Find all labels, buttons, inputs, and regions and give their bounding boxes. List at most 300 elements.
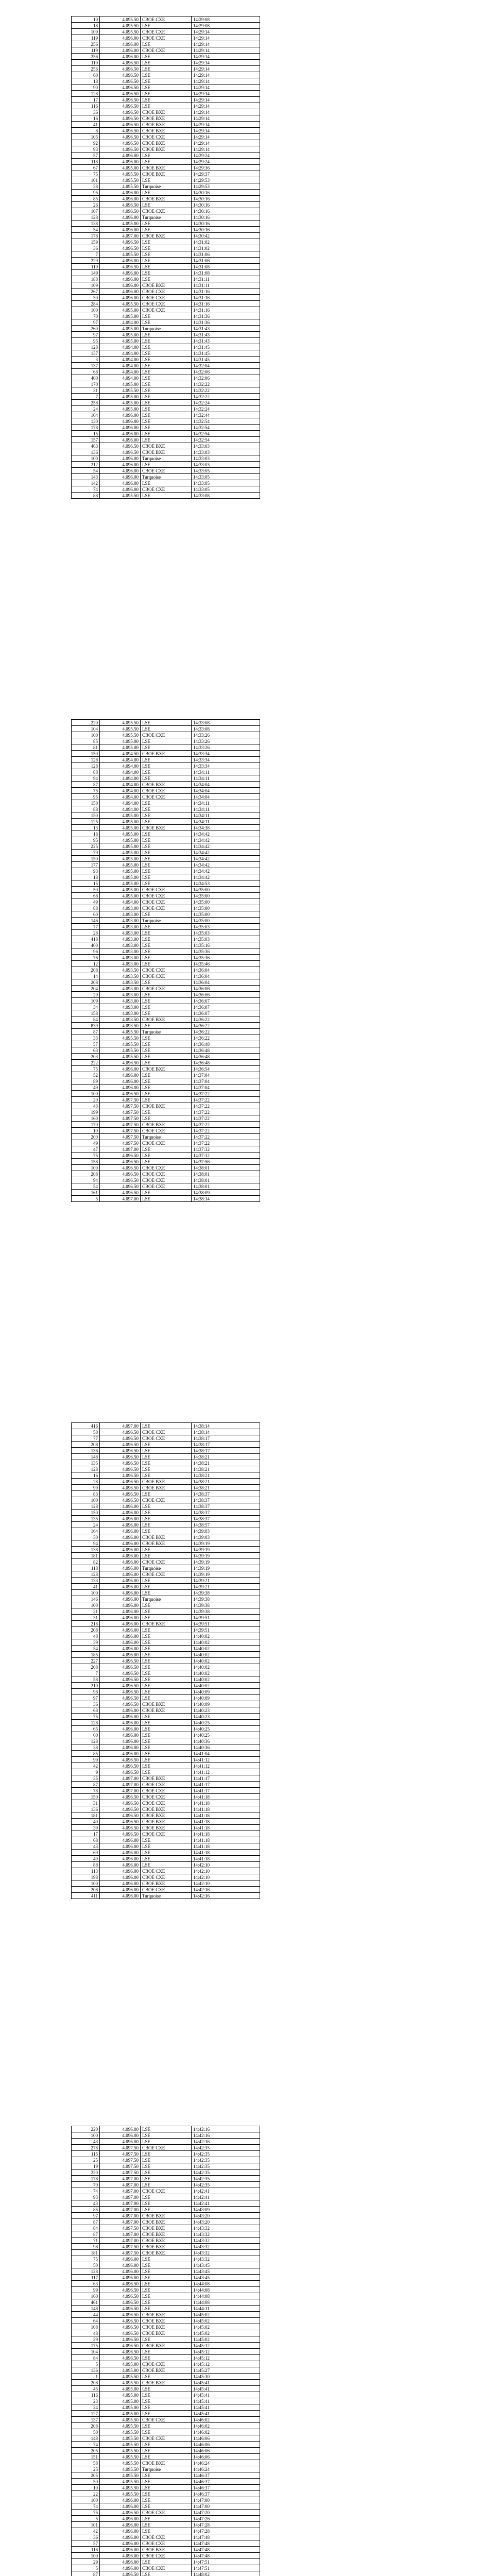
time-cell: 14:47:00 — [192, 2497, 260, 2503]
venue-cell: CBOE CXE — [141, 1868, 192, 1874]
venue-cell: LSE — [141, 1584, 192, 1590]
time-cell: 14:36:22 — [192, 1023, 260, 1029]
quantity-cell: 9 — [72, 1769, 100, 1775]
time-cell: 14:31:16 — [192, 307, 260, 313]
price-cell: 4.096.00 — [100, 1078, 141, 1084]
table-row — [72, 1788, 260, 1794]
venue-cell: CBOE CXE — [141, 1183, 192, 1190]
quantity-cell: 24 — [72, 1522, 100, 1528]
time-cell: 14:32:22 — [192, 381, 260, 387]
venue-cell: CBOE BXE — [141, 1621, 192, 1627]
time-cell: 14:41:18 — [192, 1843, 260, 1850]
table-row — [72, 2163, 260, 2170]
quantity-cell: 115 — [72, 2151, 100, 2157]
venue-cell: CBOE BXE — [141, 1540, 192, 1547]
venue-cell: LSE — [141, 2194, 192, 2200]
quantity-cell: 16 — [72, 115, 100, 122]
time-cell: 14:47:26 — [192, 2516, 260, 2522]
time-cell: 14:44:08 — [192, 2281, 260, 2287]
time-cell: 14:47:48 — [192, 2547, 260, 2553]
venue-cell: CBOE BXE — [141, 1122, 192, 1128]
table-row — [72, 763, 260, 769]
table-row — [72, 1658, 260, 1664]
price-cell: 4.096.00 — [100, 1843, 141, 1850]
time-cell: 14:33:05 — [192, 480, 260, 486]
price-cell: 4.095.50 — [100, 171, 141, 177]
quantity-cell: 10 — [72, 1128, 100, 1134]
quantity-cell: 208 — [72, 1887, 100, 1893]
table-row — [72, 782, 260, 788]
price-cell: 4.096.50 — [100, 1831, 141, 1837]
time-cell: 14:34:42 — [192, 837, 260, 843]
quantity-cell: 200 — [72, 1134, 100, 1140]
time-cell: 14:43:32 — [192, 2231, 260, 2238]
venue-cell: LSE — [141, 1454, 192, 1460]
time-cell: 14:37:22 — [192, 1091, 260, 1097]
quantity-cell: 39 — [72, 1825, 100, 1831]
table-row — [72, 2479, 260, 2485]
time-cell: 14:44:11 — [192, 2306, 260, 2312]
table-row — [72, 1547, 260, 1553]
time-cell: 14:38:37 — [192, 1497, 260, 1503]
quantity-cell: 3 — [72, 357, 100, 363]
time-cell: 14:40:09 — [192, 1701, 260, 1707]
quantity-cell: 15 — [72, 880, 100, 887]
price-cell: 4.096.50 — [100, 1491, 141, 1497]
time-cell: 14:37:22 — [192, 1128, 260, 1134]
time-cell: 14:33:26 — [192, 738, 260, 744]
quantity-cell: 220 — [72, 2170, 100, 2176]
venue-cell: CBOE CXE — [141, 973, 192, 979]
quantity-cell: 97 — [72, 319, 100, 326]
price-cell: 4.096.00 — [100, 1503, 141, 1510]
price-cell: 4.096.00 — [100, 2139, 141, 2145]
trade-table-body — [72, 720, 260, 1202]
table-row — [72, 2516, 260, 2522]
price-cell: 4.096.50 — [100, 1159, 141, 1165]
price-cell: 4.095.50 — [100, 2423, 141, 2429]
table-row — [72, 66, 260, 72]
venue-cell: LSE — [141, 911, 192, 918]
time-cell: 14:40:23 — [192, 1707, 260, 1714]
quantity-cell: 70 — [72, 2182, 100, 2188]
quantity-cell: 278 — [72, 2145, 100, 2151]
quantity-cell: 76 — [72, 955, 100, 961]
price-cell: 4.095.00 — [100, 812, 141, 819]
price-cell: 4.096.00 — [100, 35, 141, 41]
table-row — [72, 295, 260, 301]
venue-cell: CBOE CXE — [141, 2145, 192, 2151]
price-cell: 4.096.00 — [100, 2553, 141, 2559]
time-cell: 14:34:42 — [192, 850, 260, 856]
venue-cell: LSE — [141, 2256, 192, 2262]
price-cell: 4.096.50 — [100, 1806, 141, 1812]
time-cell: 14:31:06 — [192, 251, 260, 258]
price-cell: 4.096.50 — [100, 1794, 141, 1800]
venue-cell: CBOE BXE — [141, 171, 192, 177]
price-cell: 4.096.00 — [100, 431, 141, 437]
table-row — [72, 1627, 260, 1633]
price-cell: 4.096.00 — [100, 1621, 141, 1627]
table-row — [72, 2157, 260, 2163]
price-cell: 4.094.00 — [100, 806, 141, 812]
table-row — [72, 1460, 260, 1466]
quantity-cell: 181 — [72, 2250, 100, 2256]
quantity-cell: 49 — [72, 899, 100, 905]
quantity-cell: 75 — [72, 1066, 100, 1072]
table-row — [72, 1621, 260, 1627]
venue-cell: CBOE CXE — [141, 1171, 192, 1177]
quantity-cell: 78 — [72, 1788, 100, 1794]
table-row — [72, 1596, 260, 1602]
time-cell: 14:47:48 — [192, 2553, 260, 2559]
price-cell: 4.096.50 — [100, 208, 141, 214]
table-row — [72, 1540, 260, 1547]
table-row — [72, 134, 260, 140]
table-row — [72, 744, 260, 751]
price-cell: 4.096.50 — [100, 1757, 141, 1763]
quantity-cell: 43 — [72, 1103, 100, 1109]
table-row — [72, 1893, 260, 1899]
quantity-cell: 68 — [72, 1837, 100, 1843]
table-row — [72, 2126, 260, 2132]
venue-cell: CBOE BXE — [141, 2343, 192, 2349]
quantity-cell: 128 — [72, 1571, 100, 1578]
quantity-cell: 142 — [72, 480, 100, 486]
table-row — [72, 1534, 260, 1540]
venue-cell: LSE — [141, 2132, 192, 2139]
time-cell: 14:33:03 — [192, 455, 260, 462]
price-cell: 4.095.00 — [100, 2398, 141, 2404]
venue-cell: LSE — [141, 1738, 192, 1744]
price-cell: 4.097.50 — [100, 1140, 141, 1146]
venue-cell: LSE — [141, 1516, 192, 1522]
quantity-cell: 125 — [72, 819, 100, 825]
quantity-cell: 159 — [72, 239, 100, 245]
time-cell: 14:29:14 — [192, 97, 260, 103]
venue-cell: LSE — [141, 97, 192, 103]
time-cell: 14:39:19 — [192, 1540, 260, 1547]
table-row — [72, 1066, 260, 1072]
quantity-cell: 10 — [72, 2485, 100, 2491]
venue-cell: LSE — [141, 2126, 192, 2132]
venue-cell: LSE — [141, 400, 192, 406]
table-row — [72, 2553, 260, 2559]
time-cell: 14:47:00 — [192, 2503, 260, 2510]
quantity-cell: 12 — [72, 961, 100, 967]
price-cell: 4.097.00 — [100, 1782, 141, 1788]
quantity-cell: 130 — [72, 418, 100, 425]
table-row — [72, 1128, 260, 1134]
quantity-cell: 38 — [72, 183, 100, 190]
quantity-cell: 136 — [72, 449, 100, 455]
price-cell: 4.096.50 — [100, 245, 141, 251]
time-cell: 14:39:21 — [192, 1578, 260, 1584]
time-cell: 14:29:14 — [192, 72, 260, 78]
price-cell: 4.095.00 — [100, 868, 141, 874]
quantity-cell: 88 — [72, 1862, 100, 1868]
time-cell: 14:47:28 — [192, 2528, 260, 2534]
time-cell: 14:40:02 — [192, 1658, 260, 1664]
venue-cell: LSE — [141, 2429, 192, 2435]
venue-cell: CBOE CXE — [141, 134, 192, 140]
quantity-cell: 136 — [72, 1806, 100, 1812]
quantity-cell: 87 — [72, 2571, 100, 2576]
time-cell: 14:32:04 — [192, 363, 260, 369]
price-cell: 4.093.00 — [100, 948, 141, 955]
quantity-cell: 50 — [72, 1429, 100, 1435]
price-cell: 4.097.50 — [100, 2225, 141, 2231]
quantity-cell: 50 — [72, 2262, 100, 2268]
table-row — [72, 357, 260, 363]
price-cell: 4.096.50 — [100, 2336, 141, 2343]
table-row — [72, 1122, 260, 1128]
table-row — [72, 1196, 260, 1202]
quantity-cell: 75 — [72, 171, 100, 177]
quantity-cell: 17 — [72, 1831, 100, 1837]
venue-cell: LSE — [141, 1683, 192, 1689]
price-cell: 4.096.50 — [100, 1183, 141, 1190]
price-cell: 4.097.00 — [100, 1788, 141, 1794]
price-cell: 4.096.50 — [100, 1658, 141, 1664]
quantity-cell: 88 — [72, 769, 100, 775]
price-cell: 4.093.50 — [100, 1016, 141, 1023]
table-row — [72, 1553, 260, 1559]
venue-cell: LSE — [141, 2163, 192, 2170]
venue-cell: LSE — [141, 245, 192, 251]
venue-cell: CBOE BXE — [141, 122, 192, 128]
time-cell: 14:34:04 — [192, 788, 260, 794]
table-row — [72, 2194, 260, 2200]
price-cell: 4.095.00 — [100, 307, 141, 313]
venue-cell: LSE — [141, 1078, 192, 1084]
table-row — [72, 893, 260, 899]
quantity-cell: 71 — [72, 2238, 100, 2244]
table-row — [72, 1134, 260, 1140]
price-cell: 4.096.50 — [100, 78, 141, 84]
table-row — [72, 1016, 260, 1023]
price-cell: 4.096.50 — [100, 2330, 141, 2336]
time-cell: 14:42:16 — [192, 1887, 260, 1893]
time-cell: 14:32:22 — [192, 394, 260, 400]
time-cell: 14:29:53 — [192, 177, 260, 183]
price-cell: 4.095.00 — [100, 2361, 141, 2367]
venue-cell: CBOE BXE — [141, 1485, 192, 1491]
venue-cell: LSE — [141, 874, 192, 880]
price-cell: 4.096.00 — [100, 1528, 141, 1534]
table-row — [72, 874, 260, 880]
quantity-cell: 74 — [72, 2188, 100, 2194]
table-row — [72, 1091, 260, 1097]
price-cell: 4.093.00 — [100, 998, 141, 1004]
price-cell: 4.095.00 — [100, 2411, 141, 2417]
table-row — [72, 2200, 260, 2207]
table-row — [72, 1454, 260, 1460]
price-cell: 4.097.00 — [100, 1146, 141, 1153]
time-cell: 14:42:10 — [192, 1862, 260, 1868]
price-cell: 4.095.00 — [100, 831, 141, 837]
price-cell: 4.096.00 — [100, 1578, 141, 1584]
venue-cell: CBOE BXE — [141, 1534, 192, 1540]
venue-cell: LSE — [141, 2528, 192, 2534]
table-row — [72, 732, 260, 738]
price-cell: 4.093.00 — [100, 992, 141, 998]
time-cell: 14:44:08 — [192, 2299, 260, 2306]
time-cell: 14:38:37 — [192, 1503, 260, 1510]
time-cell: 14:45:41 — [192, 2380, 260, 2386]
quantity-cell: 100 — [72, 732, 100, 738]
table-row — [72, 794, 260, 800]
time-cell: 14:34:11 — [192, 800, 260, 806]
quantity-cell: 5 — [72, 1196, 100, 1202]
venue-cell: LSE — [141, 91, 192, 97]
quantity-cell: 128 — [72, 91, 100, 97]
quantity-cell: 170 — [72, 1122, 100, 1128]
venue-cell: LSE — [141, 924, 192, 930]
table-row — [72, 418, 260, 425]
time-cell: 14:38:14 — [192, 1196, 260, 1202]
quantity-cell: 101 — [72, 2522, 100, 2528]
quantity-cell: 256 — [72, 54, 100, 60]
venue-cell: LSE — [141, 1652, 192, 1658]
time-cell: 14:32:54 — [192, 418, 260, 425]
quantity-cell: 119 — [72, 60, 100, 66]
table-row — [72, 2312, 260, 2318]
quantity-cell: 85 — [72, 2207, 100, 2213]
quantity-cell: 65 — [72, 1726, 100, 1732]
venue-cell: LSE — [141, 1664, 192, 1670]
time-cell: 14:38:14 — [192, 1429, 260, 1435]
time-cell: 14:29:14 — [192, 84, 260, 91]
quantity-cell: 18 — [72, 874, 100, 880]
time-cell: 14:40:02 — [192, 1670, 260, 1676]
venue-cell: LSE — [141, 744, 192, 751]
quantity-cell: 148 — [72, 2435, 100, 2442]
quantity-cell: 19 — [72, 2163, 100, 2170]
venue-cell: LSE — [141, 1091, 192, 1097]
price-cell: 4.096.50 — [100, 2510, 141, 2516]
price-cell: 4.095.50 — [100, 726, 141, 732]
quantity-cell: 100 — [72, 2553, 100, 2559]
table-row — [72, 1565, 260, 1571]
price-cell: 4.096.00 — [100, 1856, 141, 1862]
time-cell: 14:29:14 — [192, 109, 260, 115]
time-cell: 14:38:37 — [192, 1516, 260, 1522]
table-row — [72, 1751, 260, 1757]
price-cell: 4.095.00 — [100, 856, 141, 862]
venue-cell: LSE — [141, 1442, 192, 1448]
table-row — [72, 23, 260, 29]
price-cell: 4.096.50 — [100, 1454, 141, 1460]
price-cell: 4.096.50 — [100, 60, 141, 66]
time-cell: 14:45:30 — [192, 2374, 260, 2380]
table-row — [72, 1578, 260, 1584]
venue-cell: LSE — [141, 1837, 192, 1843]
price-cell: 4.093.00 — [100, 1004, 141, 1010]
quantity-cell: 100 — [72, 1602, 100, 1608]
time-cell: 14:37:04 — [192, 1084, 260, 1091]
table-row — [72, 387, 260, 394]
venue-cell: CBOE CXE — [141, 1559, 192, 1565]
price-cell: 4.096.50 — [100, 1812, 141, 1819]
price-cell: 4.095.50 — [100, 2472, 141, 2479]
price-cell: 4.096.50 — [100, 84, 141, 91]
table-row — [72, 936, 260, 942]
quantity-cell: 31 — [72, 1615, 100, 1621]
time-cell: 14:29:14 — [192, 140, 260, 146]
time-cell: 14:35:03 — [192, 936, 260, 942]
time-cell: 14:46:06 — [192, 2435, 260, 2442]
trade-table — [71, 719, 260, 1202]
quantity-cell: 36 — [72, 1701, 100, 1707]
table-row — [72, 2417, 260, 2423]
quantity-cell: 109 — [72, 282, 100, 289]
venue-cell: LSE — [141, 103, 192, 109]
quantity-cell: 75 — [72, 1714, 100, 1720]
quantity-cell: 18 — [72, 78, 100, 84]
price-cell: 4.096.00 — [100, 1633, 141, 1639]
table-row — [72, 1856, 260, 1862]
time-cell: 14:41:18 — [192, 1825, 260, 1831]
quantity-cell: 48 — [72, 1633, 100, 1639]
time-cell: 14:36:07 — [192, 998, 260, 1004]
price-cell: 4.093.00 — [100, 930, 141, 936]
venue-cell: CBOE BXE — [141, 282, 192, 289]
time-cell: 14:46:02 — [192, 2429, 260, 2435]
time-cell: 14:36:06 — [192, 986, 260, 992]
quantity-cell: 178 — [72, 233, 100, 239]
time-cell: 14:41:17 — [192, 1775, 260, 1782]
price-cell: 4.096.50 — [100, 1153, 141, 1159]
price-cell: 4.096.50 — [100, 1664, 141, 1670]
price-cell: 4.096.50 — [100, 1472, 141, 1479]
venue-cell: CBOE CXE — [141, 35, 192, 41]
time-cell: 14:42:41 — [192, 2200, 260, 2207]
time-cell: 14:46:02 — [192, 2417, 260, 2423]
quantity-cell: 85 — [72, 1751, 100, 1757]
time-cell: 14:31:43 — [192, 326, 260, 332]
venue-cell: LSE — [141, 880, 192, 887]
table-row — [72, 1516, 260, 1522]
price-cell: 4.096.00 — [100, 295, 141, 301]
quantity-cell: 92 — [72, 140, 100, 146]
time-cell: 14:38:37 — [192, 1491, 260, 1497]
table-row — [72, 122, 260, 128]
venue-cell: CBOE CXE — [141, 1497, 192, 1503]
price-cell: 4.093.50 — [100, 1023, 141, 1029]
venue-cell: LSE — [141, 2275, 192, 2281]
price-cell: 4.096.00 — [100, 2275, 141, 2281]
quantity-cell: 113 — [72, 1868, 100, 1874]
venue-cell: LSE — [141, 992, 192, 998]
venue-cell: LSE — [141, 942, 192, 948]
quantity-cell: 128 — [72, 2268, 100, 2275]
price-cell: 4.093.50 — [100, 979, 141, 986]
time-cell: 14:35:00 — [192, 911, 260, 918]
venue-cell: CBOE CXE — [141, 208, 192, 214]
time-cell: 14:29:53 — [192, 183, 260, 190]
price-cell: 4.096.00 — [100, 425, 141, 431]
table-row — [72, 2404, 260, 2411]
venue-cell: LSE — [141, 2281, 192, 2287]
venue-cell: LSE — [141, 1744, 192, 1751]
time-cell: 14:36:04 — [192, 973, 260, 979]
time-cell: 14:30:16 — [192, 208, 260, 214]
time-cell: 14:38:17 — [192, 1448, 260, 1454]
venue-cell: LSE — [141, 78, 192, 84]
quantity-cell: 68 — [72, 1707, 100, 1714]
price-cell: 4.096.00 — [100, 1615, 141, 1621]
